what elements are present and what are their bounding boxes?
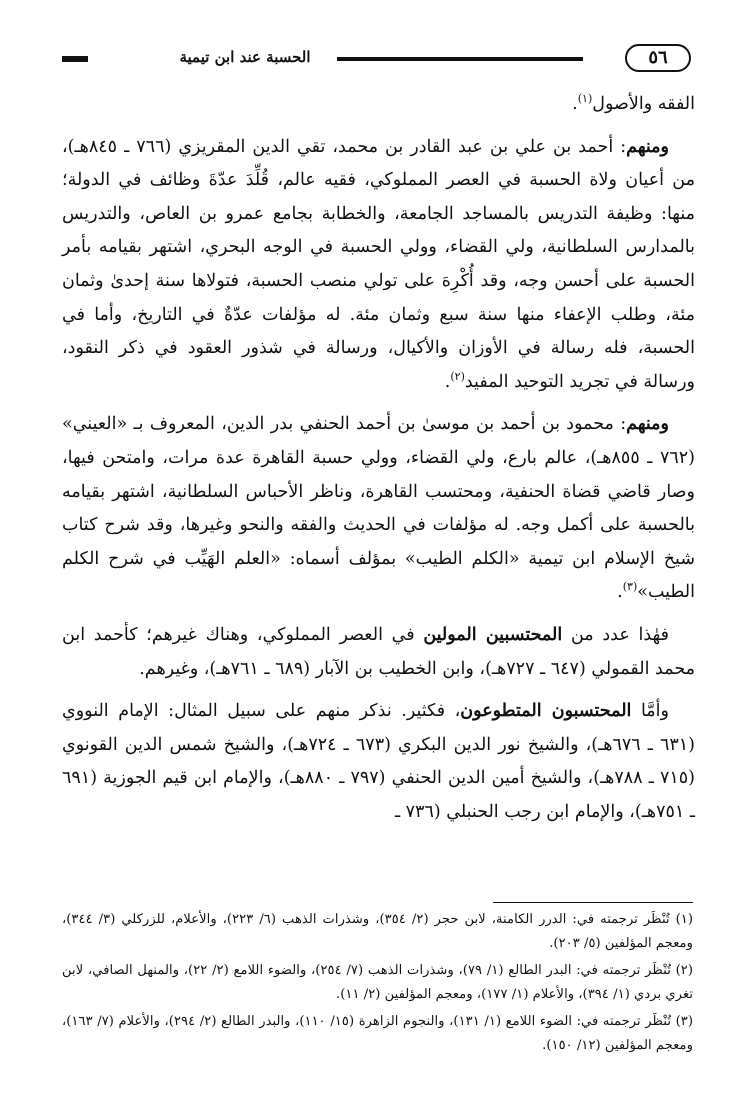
page-number: ٥٦ bbox=[625, 44, 691, 72]
footnote-separator bbox=[493, 902, 693, 903]
paragraph-text: ، فكثير. نذكر منهم على سبيل المثال: الإمام النووي (٦٣١ ـ ٦٧٦هـ)، والشيخ نور الدين البكري (٦٧٣ ـ ٧٢٤هـ)، والشيخ شمس الدين القونوي (٧١٥ ـ ٧٨٨هـ)، والشيخ أمين الدين الحنفي (٧٩٧ ـ ٨٨٠هـ)، والإمام ابن قيم الجوزية (٦٩١ ـ ٧٥١هـ)، والإمام ابن رجب الحنبلي (٧٣٦ ـ bbox=[62, 701, 695, 822]
footnote-ref-2: (٢) bbox=[450, 369, 465, 383]
paragraph-keyword: المحتسبون المتطوعون bbox=[460, 701, 632, 722]
paragraph-text: الفقه والأصول bbox=[592, 94, 695, 114]
paragraph-volunteers bbox=[62, 695, 695, 829]
footnote-1: (١) تُنْظَر ترجمته في: الدرر الكامنة، لابن حجر (٢/ ٣٥٤)، وشذرات الذهب (٦/ ٢٢٣)، والأعلام، للزركلي (٣/ ٣٤٤)، ومعجم المؤلفين (٥/ ٢٠٣). bbox=[62, 912, 694, 952]
paragraph-keyword: ومنهم bbox=[626, 414, 669, 435]
paragraph-end: . bbox=[617, 582, 623, 603]
paragraph-maqrizi bbox=[62, 131, 695, 400]
footnotes bbox=[62, 908, 695, 1060]
paragraph-ayni bbox=[62, 408, 695, 610]
paragraph-end: . bbox=[444, 371, 451, 392]
paragraph-keyword: المحتسبين المولين bbox=[423, 624, 563, 645]
paragraph-text: في العصر المملوكي، وهناك غيرهم؛ كأحمد ابن محمد القمولي (٦٤٧ ـ ٧٢٧هـ)، وابن الخطيب بن الآبار (٦٨٩ ـ ٧٦١هـ)، وغيرهم. bbox=[62, 624, 695, 679]
page-body bbox=[62, 88, 695, 838]
footnote-3: (٣) تُنْظَر ترجمته في: الضوء اللامع (١/ ١٣١)، والنجوم الزاهرة (١٥/ ١١٠)، والبدر الطالع (٢/ ٢٩٤)، والأعلام (٧/ ١٦٣)، ومعجم المؤلفين (١٢/ ١٥٠). bbox=[62, 1013, 694, 1054]
paragraph-text: : محمود بن أحمد بن موسىٰ بن أحمد الحنفي بدر الدين، المعروف بـ «العيني» (٧٦٢ ـ ٨٥٥هـ)، عالم بارع، ولي القضاء، وولي حسبة القاهرة عدة مرات، وامتحن فيها، وصار قاضي قضاة الحنفية، ومحتسب القاهرة، وناظر الأحباس السلطانية، اشتهر بقيامه بالحسبة على أكمل وجه. له مؤلفات في الحديث والفقه والنحو وغيرها، وقد شرح كتاب شيخ الإسلام ابن تيمية «الكلم الطيب» بمؤلف أسماه: «العلم الهَيِّب في شرح الكلم الطيب» bbox=[62, 414, 695, 603]
paragraph-intro bbox=[62, 88, 695, 122]
header-rule bbox=[337, 57, 583, 61]
paragraph-appointed bbox=[62, 619, 695, 686]
footnote-ref-1: (١) bbox=[577, 92, 593, 106]
paragraph-text: فهٰذا عدد من bbox=[562, 624, 669, 645]
paragraph-keyword: ومنهم bbox=[626, 136, 669, 157]
footnote-ref-3: (٣) bbox=[622, 580, 638, 594]
paragraph-end: . bbox=[572, 94, 578, 114]
footnote-2: (٢) تُنْظَر ترجمته في: البدر الطالع (١/ ٧٩)، وشذرات الذهب (٧/ ٢٥٤)، والضوء اللامع (٢/ ٢٢)، والمنهل الصافي، لابن تغري بردي (١/ ٣٩٤)، والأعلام (١/ ١٧٧)، ومعجم المؤلفين (٢/ ١١). bbox=[62, 962, 694, 1003]
paragraph-text: وأمَّا bbox=[631, 701, 669, 722]
running-title: الحسبة عند ابن تيمية bbox=[179, 48, 311, 66]
page-header bbox=[62, 36, 695, 84]
header-left-dash bbox=[62, 56, 88, 62]
paragraph-text: : أحمد بن علي بن عبد القادر بن محمد، تقي الدين المقريزي (٧٦٦ ـ ٨٤٥هـ)، من أعيان ولاة الحسبة في العصر المملوكي، فقيه عالم، قُلِّدَ عدّةَ وظائف في الدولة؛ منها: وظيفة التدريس بالمساجد الجامعة، والخطابة بجامع عمرو بن العاص، والتدريس بالمدارس السلطانية، ولي القضاء، وولي الحسبة في الوجه البحري، اشتهر بقيامه بأمر الحسبة على أحسن وجه، وقد أُكْرِهَ على تولي منصب الحسبة، فتولاها سنة إحدىٰ وثمان مئة، وطلب الإعفاء منها سنة سبع وثمان مئة. له مؤلفات عدّةٌ في التاريخ، وأما في الحسبة، فله رسالة في الأوزان والأكيال، ورسالة في شذور العقود في ذكر النقود، ورسالة في تجريد التوحيد المفيد bbox=[62, 136, 695, 392]
